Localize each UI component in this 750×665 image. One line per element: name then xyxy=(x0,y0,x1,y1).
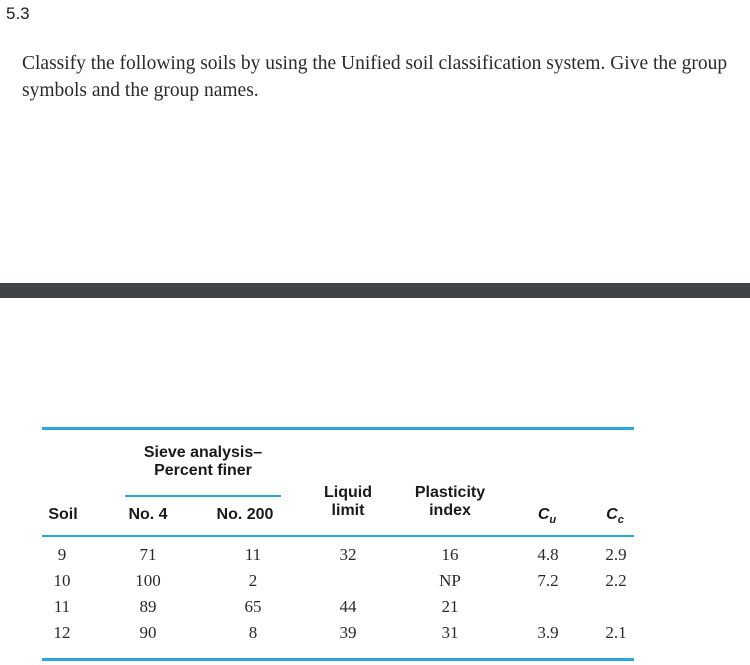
header-cc xyxy=(590,506,640,529)
cell-plasticity-index: 16 xyxy=(441,545,459,564)
cell-cc: 2.1 xyxy=(605,623,627,642)
cell-no200: 2 xyxy=(248,571,258,590)
cell-soil: 10 xyxy=(53,571,71,590)
table-bottom-rule xyxy=(42,658,634,661)
cell-no4: 100 xyxy=(135,571,161,590)
cell-no200: 11 xyxy=(244,545,262,564)
cell-liquid-limit: 39 xyxy=(339,623,357,642)
header-liquid-limit: Liquid limit xyxy=(324,484,372,519)
cell-no200: 65 xyxy=(244,597,262,616)
header-soil: Soil xyxy=(48,506,78,523)
divider-bar xyxy=(0,283,750,298)
cell-no200: 8 xyxy=(248,623,258,642)
cell-no4: 89 xyxy=(139,597,157,616)
header-no4: No. 4 xyxy=(128,506,168,523)
cell-liquid-limit: 32 xyxy=(339,545,357,564)
header-sieve-analysis-text: Sieve analysis– Percent finer xyxy=(143,444,263,479)
header-plasticity-index: Plasticity index xyxy=(414,484,486,519)
cell-cu: 7.2 xyxy=(537,571,559,590)
cell-plasticity-index: 31 xyxy=(441,623,459,642)
cell-no4: 71 xyxy=(139,545,157,564)
cell-cc: 2.2 xyxy=(605,571,627,590)
cell-liquid-limit: 44 xyxy=(339,597,357,616)
soil-data-table xyxy=(42,427,634,663)
table-header-rule xyxy=(42,535,634,537)
cell-soil: 9 xyxy=(57,545,67,564)
cell-cu: 3.9 xyxy=(537,623,559,642)
table-top-rule xyxy=(42,427,634,430)
cell-plasticity-index: NP xyxy=(439,571,461,590)
header-cc-sub: c xyxy=(617,514,624,527)
cell-soil: 11 xyxy=(53,597,71,616)
header-cu-sub: u xyxy=(549,514,557,527)
sieve-group-rule xyxy=(125,495,281,497)
table-row xyxy=(42,543,634,567)
table-row xyxy=(42,569,634,593)
header-cu-main: C xyxy=(537,506,550,523)
cell-soil: 12 xyxy=(53,623,71,642)
header-cc-main: C xyxy=(606,506,618,523)
cell-cu: 4.8 xyxy=(537,545,559,564)
cell-cc: 2.9 xyxy=(605,545,627,564)
cell-no4: 90 xyxy=(139,623,157,642)
problem-statement: Classify the following soils by using the Unified soil classification system. Give the group symbols and the group names. xyxy=(22,53,728,101)
header-no200: No. 200 xyxy=(216,506,274,523)
problem-number: 5.3 xyxy=(6,4,30,23)
table-row xyxy=(42,595,634,619)
header-sieve-analysis xyxy=(102,444,304,480)
cell-plasticity-index: 21 xyxy=(441,597,459,616)
table-row xyxy=(42,621,634,645)
header-cu xyxy=(522,506,572,529)
